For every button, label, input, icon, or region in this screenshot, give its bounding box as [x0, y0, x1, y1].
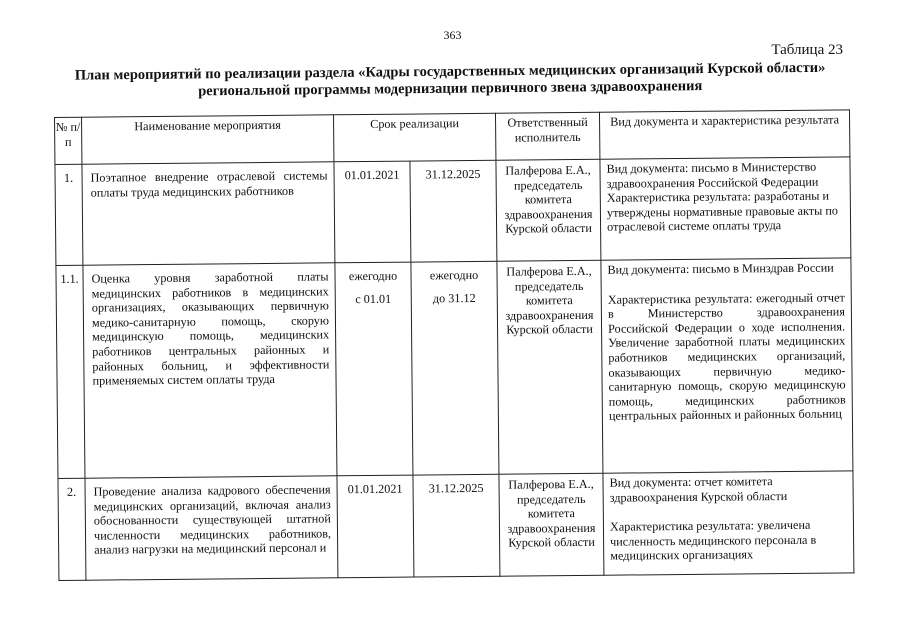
activities-table-wrapper	[54, 109, 854, 581]
responsible-person: Палферова Е.А., председатель комитета здравоохранения Курской области	[499, 473, 604, 576]
header-responsible: Ответственный исполнитель	[496, 112, 600, 160]
result-characteristic: Характеристика результата: ежегодный отчет в Министерство здравоохранения Российской Федерации о ходе исполнения. Увеличение заработной платы медицинских работников медицинских организаций, оказывающих первичную медико-санитарную помощь, скорую медицинскую помощь, медицинских работников центральных районных и районных больниц	[607, 290, 846, 424]
activity-name: Проведение анализа кадрового обеспечения медицинских организаций, включая анализ обоснованности существующей штатной численности медицинских работников, анализ нагрузки на медицинский персонал и	[85, 476, 338, 580]
header-period: Срок реализации	[333, 113, 495, 162]
row-number: 2.	[58, 478, 86, 580]
end-date: 31.12.2025	[410, 160, 497, 262]
start-period-cell	[335, 262, 413, 476]
activities-table	[54, 109, 854, 581]
document-result-cell	[601, 258, 853, 473]
activity-name: Оценка уровня заработной платы медицинских работников в медицинских организациях, оказывающих первичную медико-санитарную помощь, скорую медицинскую помощь, медицинских работников центральных районных и районных больниц, и эффективности применяемых систем оплаты труда	[83, 263, 337, 478]
header-document: Вид документа и характеристика результата	[599, 110, 849, 159]
table-header-row	[55, 110, 850, 165]
start-date: 01.01.2021	[337, 475, 414, 578]
end-frequency: ежегодно	[429, 267, 479, 283]
table-row	[56, 258, 853, 479]
result-characteristic: Характеристика результата: разработаны и утверждены нормативные правовые акты по отраслевой системе оплаты труда	[606, 188, 838, 235]
row-number: 1.	[55, 164, 83, 265]
start-date: 01.01.2021	[334, 161, 411, 263]
title-line-2: региональной программы модернизации первичного звена здравоохранения	[198, 78, 703, 100]
document-result-cell	[600, 157, 851, 260]
row-number: 1.1.	[56, 265, 85, 478]
end-period-cell	[411, 261, 499, 475]
table-row	[55, 157, 851, 266]
document-type: Вид документа: отчет комитета здравоохранения Курской области	[609, 474, 788, 505]
page-number: 363	[443, 28, 462, 42]
result-characteristic: Характеристика результата: увеличена численность медицинского персонала в медицинских организациях	[609, 517, 817, 564]
header-name: Наименование мероприятия	[82, 115, 334, 164]
document-type: Вид документа: письмо в Минздрав России	[607, 260, 834, 277]
header-num: № п/п	[55, 117, 82, 164]
table-label: Таблица 23	[771, 42, 843, 58]
document-type: Вид документа: письмо в Министерство здравоохранения Российской Федерации	[606, 159, 819, 191]
document-title	[40, 59, 860, 102]
responsible-person: Палферова Е.А., председатель комитета здравоохранения Курской области	[497, 260, 603, 474]
start-frequency: ежегодно	[348, 268, 398, 284]
start-date: с 01.01	[355, 291, 392, 306]
end-date: 31.12.2025	[413, 474, 500, 577]
table-row	[58, 471, 854, 581]
title-line-1: План мероприятий по реализации раздела «Кадры государственных медицинских организаций Курской области»	[74, 59, 826, 84]
end-date: до 31.12	[432, 290, 476, 305]
activity-name: Поэтапное внедрение отраслевой системы оплаты труда медицинских работников	[82, 162, 335, 265]
document-result-cell	[603, 471, 854, 575]
responsible-person: Палферова Е.А., председатель комитета здравоохранения Курской области	[496, 159, 601, 261]
